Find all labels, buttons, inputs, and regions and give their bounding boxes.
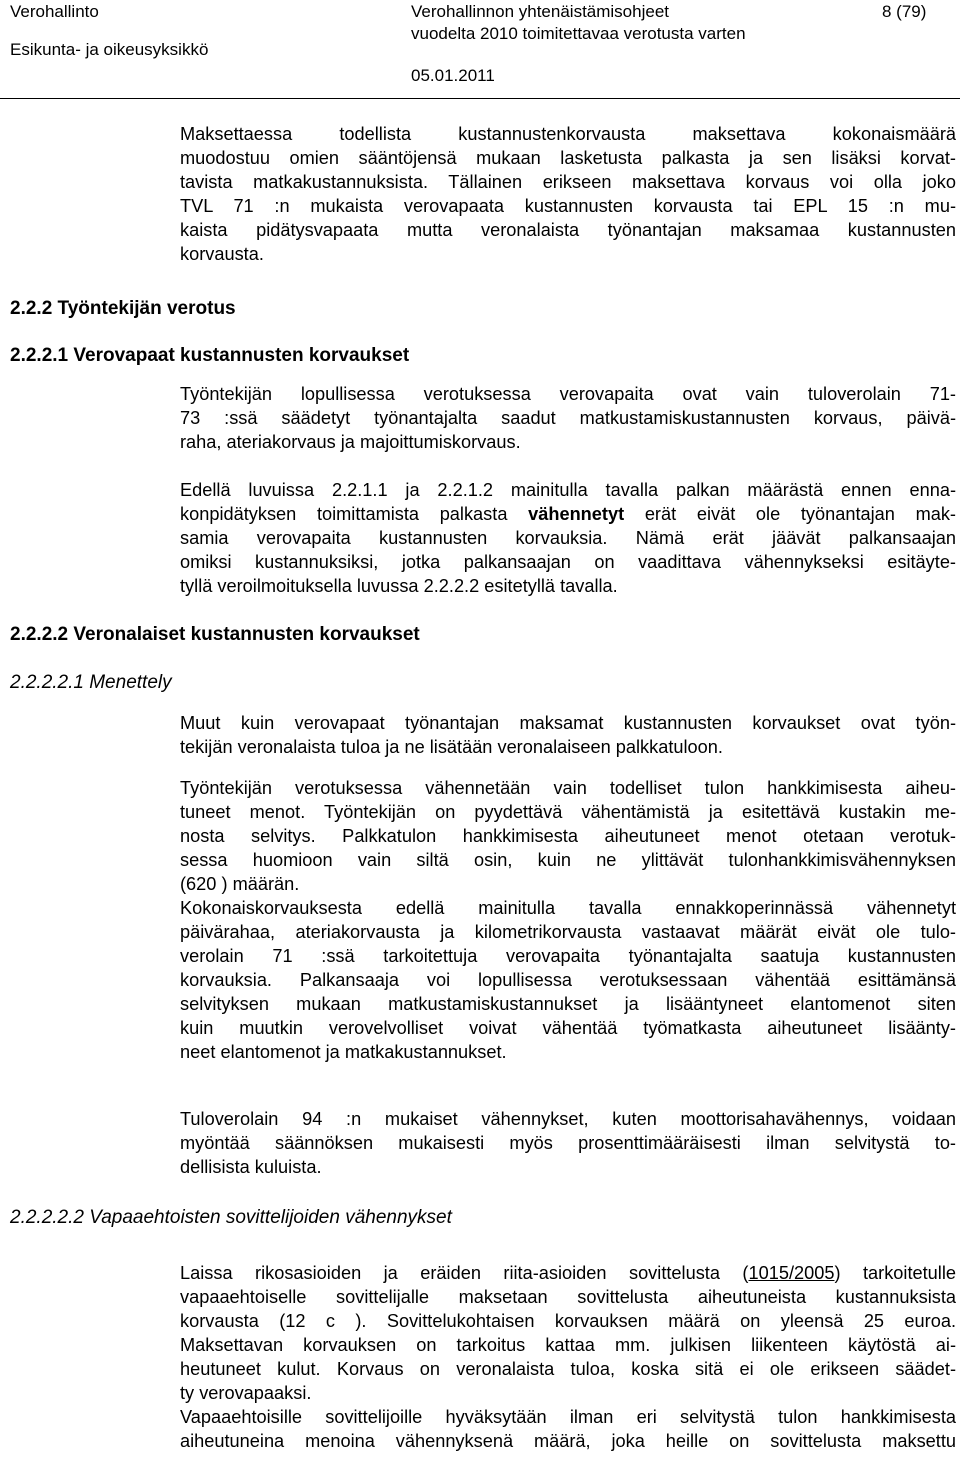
paragraph-mediator-deductions [180,1405,956,1453]
text-line: konpidätyksen toimittamista palkasta vähennetyt erät eivät ole työnantajan mak- [180,504,956,524]
paragraph-total-compensation [180,896,956,1064]
paragraph-section-94 [180,1107,956,1179]
text-line: (620 ) määrän. [180,874,300,894]
text-line: sessa huomioon vain siltä osin, kuin ne ylittävät tulonhankkimisvähennyksen [180,850,956,870]
text-line: Tuloverolain 94 :n mukaiset vähennykset, kuten moottorisahavähennys, voidaan [180,1109,956,1129]
text-line: Vapaaehtoisille sovittelijoille hyväksytään ilman eri selvitystä tulon hankkimisesta [180,1407,956,1427]
text-line: omiksi kustannuksiksi, jotka palkansaajan on vaadittava vähennykseksi esitäyte- [180,552,956,572]
text-line: verolain 71 :ssä tarkoitettuja verovapaita työnantajalta saatuja kustannusten [180,946,956,966]
text-line: Työntekijän lopullisessa verotuksessa verovapaita ovat vain tuloverolain 71- [180,384,956,404]
text-line: aiheutuneina menoina vähennyksenä määrä, joka heille on sovittelusta maksettu [180,1431,956,1451]
header-doc-subtitle: vuodelta 2010 toimitettavaa verotusta varten [411,24,746,43]
text-line: korvausta. [180,244,264,264]
text-line: tavista matkakustannuksista. Tällainen erikseen maksettava korvaus voi olla joko [180,172,956,192]
paragraph-tax-free-allowances [180,382,956,454]
paragraph-deducted-items [180,478,956,598]
header-doc-title: Verohallinnon yhtenäistämisohjeet [411,2,670,21]
text-line: kaista pidätysvapaata mutta veronalaista työnantajan maksamaa kustannusten [180,220,956,240]
text-line: Muut kuin verovapaat työnantajan maksamat kustannusten korvaukset ovat työn- [180,713,956,733]
text-line: muodostuu omien sääntöjensä mukaan lasketusta palkasta ja sen lisäksi korvat- [180,148,956,168]
header-date: 05.01.2011 [411,66,495,85]
section-heading-2-2-2: 2.2.2 Työntekijän verotus [10,298,236,319]
intro-paragraph [180,122,956,266]
header-unit: Esikunta- ja oikeusyksikkö [10,40,209,59]
paragraph-taxable-allowances [180,711,956,759]
header-page-number: 8 (79) [882,2,927,21]
text-line: Maksettaessa todellista kustannustenkorvausta maksettava kokonaismäärä [180,124,956,144]
paragraph-actual-expenses [180,776,956,896]
text-line: 73 :ssä säädetyt työnantajalta saadut matkustamiskustannusten korvaus, päivä- [180,408,956,428]
text-line: ty verovapaaksi. [180,1383,312,1403]
text-line: TVL 71 :n mukaista verovapaata kustannusten korvausta tai EPL 15 :n mu- [180,196,956,216]
text-line: päivärahaa, ateriakorvausta ja kilometrikorvausta vastaavat määrät eivät ole tulo- [180,922,956,942]
text-line: neet elantomenot ja matkakustannukset. [180,1042,507,1062]
emphasis-vahennetyt: vähennetyt [528,504,625,524]
text-line: Edellä luvuissa 2.2.1.1 ja 2.2.1.2 mainitulla tavalla palkan määrästä ennen enna- [180,480,956,500]
section-heading-2-2-2-2-2: 2.2.2.2.2 Vapaaehtoisten sovittelijoiden vähennykset [10,1207,452,1228]
text-line: nosta selvitys. Palkkatulon hankkimisesta aiheutuneet menot otetaan verotuk- [180,826,956,846]
text-line: kuin muutkin verovelvolliset voivat vähentää työmatkasta aiheutuneet lisäänty- [180,1018,956,1038]
text-line: dellisista kuluista. [180,1157,322,1177]
text-line: Maksettavan korvauksen on tarkoitus kattaa mm. julkisen liikenteen käytöstä ai- [180,1335,956,1355]
header-divider [0,98,960,99]
text-line: selvityksen mukaan matkustamiskustannukset ja lisääntyneet elantomenot siten [180,994,956,1014]
text-line: tuneet menot. Työntekijän on pyydettävä vähentämistä ja esitettävä kustakin me- [180,802,956,822]
text-line: tekijän veronalaista tuloa ja ne lisätään veronalaiseen palkkatuloon. [180,737,723,757]
text-line: Työntekijän verotuksessa vähennetään vain todelliset tulon hankkimisesta aiheu- [180,778,956,798]
section-heading-2-2-2-2: 2.2.2.2 Veronalaiset kustannusten korvaukset [10,624,420,645]
text-line: vapaaehtoiselle sovittelijalle maksetaan sovittelusta aiheutuneista kustannuksista [180,1287,956,1307]
text-line: Laissa rikosasioiden ja eräiden riita-asioiden sovittelusta (1015/2005) tarkoitetulle [180,1263,956,1283]
law-reference-link[interactable]: 1015/2005 [748,1263,835,1283]
text-line: raha, ateriakorvaus ja majoittumiskorvaus. [180,432,521,452]
text-line: myöntää säännöksen mukaisesti myös prosenttimääräisesti ilman selvitystä to- [180,1133,956,1153]
text-line: korvauksia. Palkansaaja voi lopullisessa verotuksessaan vähentää esittämänsä [180,970,956,990]
text-line: samia verovapaita kustannusten korvauksia. Nämä erät jäävät palkansaajan [180,528,956,548]
header-org: Verohallinto [10,2,99,21]
text-line: tyllä veroilmoituksella luvussa 2.2.2.2 esitetyllä tavalla. [180,576,618,596]
section-heading-2-2-2-1: 2.2.2.1 Verovapaat kustannusten korvaukset [10,345,410,366]
paragraph-mediators [180,1261,956,1405]
section-heading-2-2-2-2-1: 2.2.2.2.1 Menettely [10,672,172,693]
text-line: Kokonaiskorvauksesta edellä mainitulla tavalla ennakkoperinnässä vähennetyt [180,898,956,918]
text-line: heutuneet kulut. Korvaus on veronalaista tuloa, koska sitä ei ole erikseen säädet- [180,1359,956,1379]
text-line: korvausta (12 c ). Sovittelukohtaisen korvauksen määrä on yleensä 25 euroa. [180,1311,956,1331]
